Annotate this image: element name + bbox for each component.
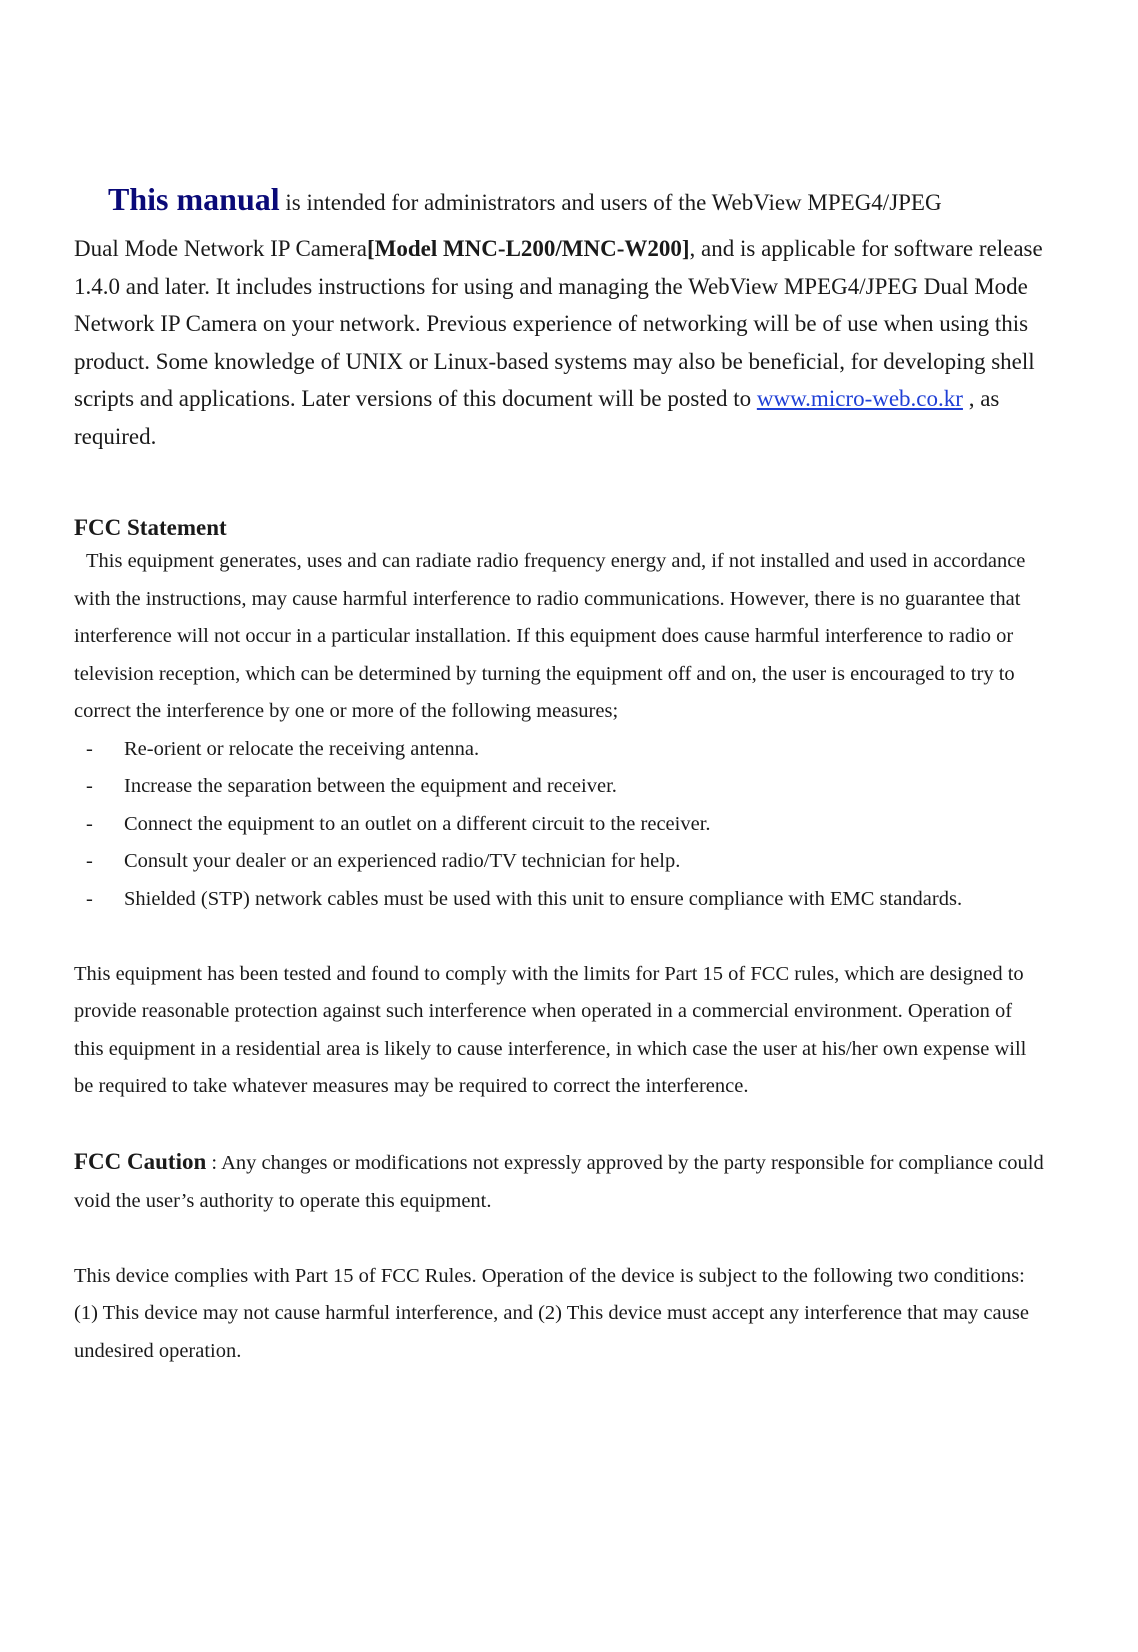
model-name: [Model MNC-L200/MNC-W200] (366, 236, 690, 261)
part15-paragraph: This device complies with Part 15 of FCC Rules. Operation of the device is subject to the following two conditions: (1) This device may not cause harmful interference, and (2) This device must accept any interference that may cause undesired operation. (74, 1264, 1029, 1362)
list-item (74, 843, 1044, 881)
compliance-paragraph: This equipment has been tested and found to comply with the limits for Part 15 of FCC rules, which are designed to provide reasonable protection against such interference when operated in a commercial environment. Operation of this equipment in a residential area is likely to cause interference, in which case the user at his/her own expense will be required to take whatever measures may be required to correct the interference. (74, 962, 1027, 1097)
intro-part2: Dual Mode Network IP Camera (74, 236, 367, 261)
fcc-statement-heading: FCC Statement (74, 515, 227, 540)
spacer (74, 918, 1044, 956)
intro-first-line (74, 172, 1044, 230)
spacer (74, 1220, 1044, 1258)
document-page (74, 172, 1044, 1370)
fcc-caution-paragraph (74, 1143, 1044, 1220)
measure-text: Connect the equipment to an outlet on a different circuit to the receiver. (124, 812, 711, 835)
measure-text: Increase the separation between the equipment and receiver. (124, 775, 617, 797)
bullet-dash: - (86, 737, 93, 760)
fcc-statement-body: This equipment generates, uses and can radiate radio frequency energy and, if not installed and used in accordance with the instructions, may cause harmful interference to radio communications. However, there is no guarantee that interference will not occur in a particular installation. If this equipment does cause harmful interference to radio or television reception, which can be determined by turning the equipment off and on, the user is encouraged to try to correct the interference by one or more of the following measures; (74, 550, 1026, 722)
list-item (74, 881, 1044, 919)
fcc-caution-body: : Any changes or modifications not expressly approved by the party responsible for compliance could void the user’s authority to operate this equipment. (74, 1152, 1044, 1212)
intro-paragraph (74, 172, 1044, 455)
intro-line1-rest: is intended for administrators and users of the WebView MPEG4/JPEG (279, 190, 942, 215)
intro-lead: This manual (108, 181, 280, 217)
list-item (74, 731, 1044, 769)
bullet-dash: - (86, 775, 93, 797)
measures-list (74, 731, 1044, 919)
measure-text: Re-orient or relocate the receiving antenna. (124, 737, 480, 760)
measure-text: Shielded (STP) network cables must be used with this unit to ensure compliance with EMC standards. (124, 887, 963, 910)
bullet-dash: - (86, 812, 93, 835)
list-item (74, 768, 1044, 806)
list-item (74, 806, 1044, 844)
bullet-dash: - (86, 887, 93, 910)
intro-part4: , as required. (74, 386, 1000, 449)
bullet-dash: - (86, 850, 93, 872)
fcc-caution-label: FCC Caution (74, 1149, 207, 1174)
measure-text: Consult your dealer or an experienced radio/TV technician for help. (124, 850, 681, 872)
intro-part3: , and is applicable for software release 1.4.0 and later. It includes instructions for using and managing the WebView MPEG4/JPEG Dual Mode Network IP Camera on your network. Previous experience of networking will be of use when using this product. Some knowledge of UNIX or Linux-based systems may also be beneficial, for developing shell scripts and applications. Later versions of this document will be posted to (74, 236, 1043, 411)
website-link[interactable]: www.micro-web.co.kr (756, 386, 963, 411)
spacer (74, 1106, 1044, 1144)
